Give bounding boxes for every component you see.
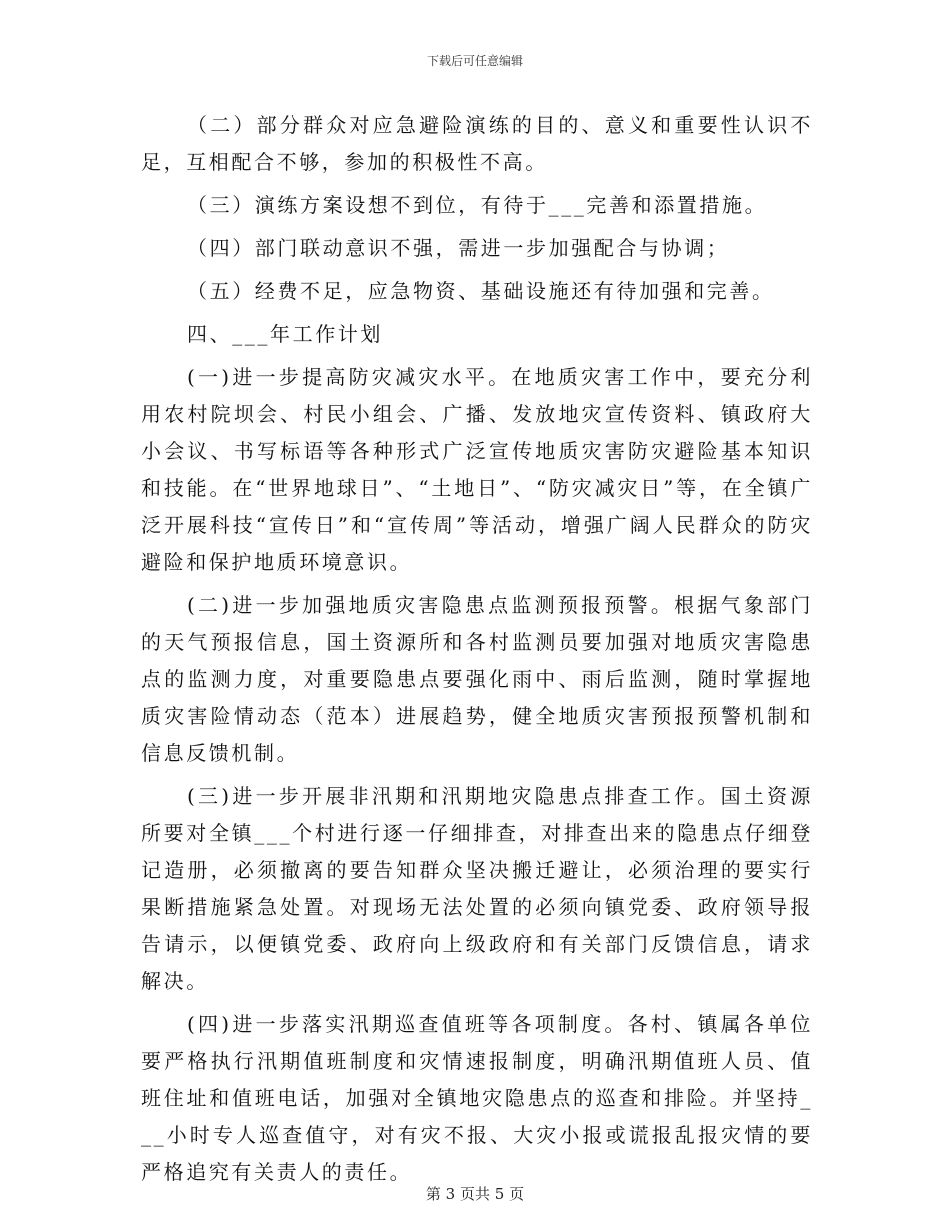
paragraph-plan-1: (一)进一步提高防灾减灾水平。在地质灾害工作中，要充分利用农村院坝会、村民小组会、广播、发放地灾宣传资料、镇政府大小会议、书写标语等各种形式广泛宣传地质灾害防灾避险基本知识和技能。在“世界地球日”、“土地日”、“防灾减灾日”等，在全镇广泛开展科技“宣传日”和“宣传周”等活动，增强广阔人民群众的防灾避险和保护地质环境意识。 [141,365,813,574]
paragraph-issue-2: （二）部分群众对应急避险演练的目的、意义和重要性认识不足，互相配合不够，参加的积极性不高。 [141,113,813,174]
paragraph-plan-3: (三)进一步开展非汛期和汛期地灾隐患点排查工作。国土资源所要对全镇___个村进行逐一仔细排查，对排查出来的隐患点仔细登记造册，必须撤离的要告知群众坚决搬迁避让，必须治理的要实行果断措施紧急处置。对现场无法处置的必须向镇党委、政府领导报告请示，以便镇党委、政府向上级政府和有关部门反馈信息，请求解决。 [141,784,813,993]
page-header: 下载后可任意编辑 [426,54,523,68]
paragraph-plan-2: (二)进一步加强地质灾害隐患点监测预报预警。根据气象部门的天气预报信息，国土资源所和各村监测员要加强对地质灾害隐患点的监测力度，对重要隐患点要强化雨中、雨后监测，随时掌握地质灾害险情动态（范本）进展趋势，健全地质灾害预报预警机制和信息反馈机制。 [141,593,813,765]
paragraph-issue-4: （四）部门联动意识不强，需进一步加强配合与协调； [187,236,730,260]
paragraph-plan-4: (四)进一步落实汛期巡查值班等各项制度。各村、镇属各单位要严格执行汛期值班制度和灾情速报制度，明确汛期值班人员、值班住址和值班电话，加强对全镇地灾隐患点的巡查和排险。并坚持___小时专人巡查值守，对有灾不报、大灾小报或谎报乱报灾情的要严格追究有关责人的责任。 [141,1012,813,1184]
paragraph-issue-5: （五）经费不足，应急物资、基础设施还有待加强和完善。 [187,279,775,303]
page-number: 第 3 页共 5 页 [425,1185,525,1203]
section-heading-work-plan: 四、___年工作计划 [187,322,383,346]
document-body [141,107,813,1191]
paragraph-issue-3: （三）演练方案设想不到位，有待于___完善和添置措施。 [187,193,768,217]
